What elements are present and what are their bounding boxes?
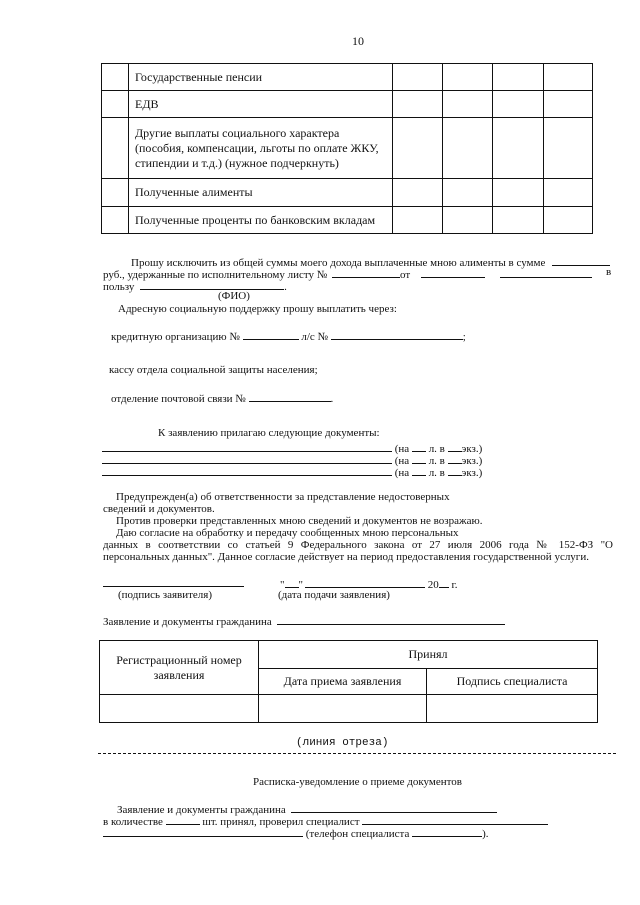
account-field[interactable]: [331, 328, 463, 340]
cut-line-label: (линия отреза): [296, 737, 389, 749]
alimony-line: Прошу исключить из общей суммы моего дохода выплаченные мною алименты в сумме: [131, 254, 610, 270]
consent-line: Даю согласие на обработку и передачу сообщенных мною персональных: [116, 527, 459, 539]
credit-org-field[interactable]: [243, 328, 299, 340]
receipt-phone-line: (телефон специалиста ).: [103, 825, 489, 841]
day-field[interactable]: [285, 576, 299, 588]
date-field: " " 20 г.: [280, 576, 458, 592]
receipt-specialist-field[interactable]: [362, 813, 548, 825]
page-number: 10: [352, 34, 364, 48]
table-row: [100, 641, 598, 669]
receipt-qty-field[interactable]: [166, 813, 200, 825]
income-row-label: Полученные алименты: [129, 179, 393, 207]
receipt-specialist-name-field[interactable]: [103, 825, 303, 837]
document-name-field[interactable]: [102, 440, 392, 452]
credit-org-line: кредитную организацию № л/с № ;: [111, 328, 466, 344]
writ-issuer-field[interactable]: [500, 266, 592, 278]
income-row-label: Полученные проценты по банковским вкладам: [129, 207, 393, 234]
warning-line: сведений и документов.: [103, 503, 215, 515]
document-line: (на л. в экз.): [102, 452, 482, 468]
citizen-name-field[interactable]: [277, 613, 505, 625]
table-row: [102, 207, 593, 234]
payment-intro: Адресную социальную поддержку прошу выплатить через:: [118, 303, 397, 315]
copies-field[interactable]: [448, 464, 462, 476]
accepted-header: Принял: [259, 641, 598, 669]
document-name-field[interactable]: [102, 464, 392, 476]
alimony-favor-line: пользу .: [103, 278, 287, 294]
receipt-docs-line: Заявление и документы гражданина: [117, 801, 497, 817]
income-table: [101, 63, 593, 234]
table-row: [100, 695, 598, 723]
pages-field[interactable]: [412, 464, 426, 476]
income-row-label: Государственные пенсии: [129, 64, 393, 91]
fio-caption: (ФИО): [218, 290, 250, 302]
reg-number-cell[interactable]: [100, 695, 259, 723]
receipt-title: Расписка-уведомление о приеме документов: [253, 776, 462, 788]
signature-cell[interactable]: [427, 695, 598, 723]
writ-date-field[interactable]: [421, 266, 485, 278]
date-cell[interactable]: [259, 695, 427, 723]
year-field[interactable]: [439, 576, 449, 588]
pages-field[interactable]: [412, 452, 426, 464]
citizen-docs-line: Заявление и документы гражданина: [103, 613, 505, 629]
date-caption: (дата подачи заявления): [278, 589, 390, 601]
copies-field[interactable]: [448, 440, 462, 452]
reg-number-header: Регистрационный номер заявления: [100, 641, 259, 695]
month-field[interactable]: [305, 576, 425, 588]
table-row: [102, 91, 593, 118]
post-office-line: отделение почтовой связи № .: [111, 390, 333, 406]
cash-desk-option: кассу отдела социальной защиты населения;: [109, 364, 318, 376]
no-objection-line: Против проверки представленных мною сведений и документов не возражаю.: [116, 515, 483, 527]
pages-field[interactable]: [412, 440, 426, 452]
date-header: Дата приема заявления: [259, 669, 427, 695]
receipt-citizen-field[interactable]: [291, 801, 497, 813]
cut-line: [98, 753, 616, 754]
table-row: [102, 118, 593, 179]
receipt-qty-line: в количестве шт. принял, проверил специалист: [103, 813, 548, 829]
income-row-label: Другие выплаты социального характера (пособия, компенсации, льготы по оплате ЖКУ, стипендии и т.д.) (нужное подчеркнуть): [129, 118, 393, 179]
documents-title: К заявлению прилагаю следующие документы:: [158, 427, 380, 439]
document-name-field[interactable]: [102, 452, 392, 464]
registration-table: [99, 640, 598, 723]
alimony-writ-line: руб., удержанные по исполнительному листу № от: [103, 266, 592, 282]
receipt-phone-field[interactable]: [412, 825, 482, 837]
alimony-sum-field[interactable]: [552, 254, 610, 266]
post-office-field[interactable]: [249, 390, 331, 402]
recipient-field[interactable]: [140, 278, 284, 290]
table-row: [102, 179, 593, 207]
alimony-v: в: [606, 266, 612, 278]
consent-line: данных в соответствии со статьей 9 Федерального закона от 27 июля 2006 года № 152-ФЗ "О: [103, 539, 613, 551]
warning-line: Предупрежден(а) об ответственности за представление недостоверных: [116, 491, 450, 503]
income-row-label: ЕДВ: [129, 91, 393, 118]
document-line: (на л. в экз.): [102, 440, 482, 456]
applicant-signature-field[interactable]: [103, 586, 244, 587]
table-row: [102, 64, 593, 91]
document-line: (на л. в экз.): [102, 464, 482, 480]
signature-header: Подпись специалиста: [427, 669, 598, 695]
writ-number-field[interactable]: [332, 266, 400, 278]
consent-line: персональных данных". Данное согласие действует на период предоставления государственной услуги.: [103, 551, 589, 563]
copies-field[interactable]: [448, 452, 462, 464]
applicant-signature-caption: (подпись заявителя): [118, 589, 213, 601]
